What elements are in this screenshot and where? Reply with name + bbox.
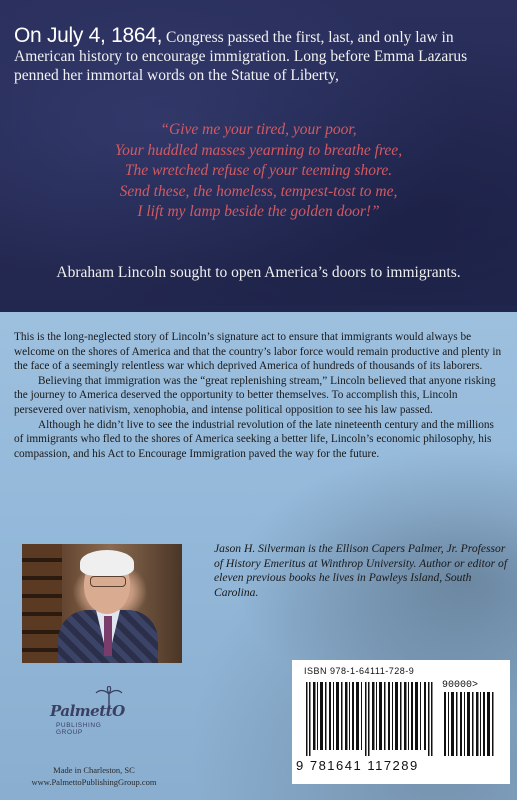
description-paragraph: This is the long-neglected story of Lincoln’s signature act to ensure that immigrants would always be welcome on the shores of America and that the country’s labor force would remain productive and plenty in the face of a seemingly relentless war which deprived America of hundreds of thousands of its laborers. (14, 331, 502, 373)
logo-word: PalmettO (50, 702, 125, 720)
intro-date: On July 4, 1864, (14, 24, 163, 47)
upper-panel (0, 0, 517, 312)
poem-line: The wretched refuse of your teeming shore. (124, 162, 393, 179)
poem-line: “Give me your tired, your poor, (160, 121, 357, 138)
description-paragraph: Although he didn’t live to see the industrial revolution of the late nineteenth century and the millions of immigrants who fled to the shores of America seeking a better life, Lincoln’s economic philosophy, his compassion, and his Act to Encourage Immigration paved the way for the future. (14, 418, 494, 460)
lower-panel (0, 312, 517, 800)
publisher-website: www.PalmettoPublishingGroup.com (31, 777, 157, 787)
poem-line: Send these, the homeless, tempest-tost to me, (119, 182, 398, 200)
author-bio: Jason H. Silverman is the Ellison Capers Palmer, Jr. Professor of History Emeritus at Winthrop University. Author or editor of eleven previous books he lives in Pawleys Island, South Carolina. (214, 542, 508, 599)
intro-text: Congress passed the first, last, and only law in American history to encourage immigration. Long before Emma Lazarus penned her immortal words on the Statue of Liberty, (14, 29, 468, 84)
lincoln-line: Abraham Lincoln sought to open America’s doors to immigrants. (56, 264, 461, 281)
description-paragraph: Believing that immigration was the “great replenishing stream,” Lincoln believed that anyone risking the journey to America deserved the opportunity to better themselves. To accomplish this, Lincoln persevered over nativism, xenophobia, and intense political opposition to see his law passed. (14, 374, 496, 416)
description-text (14, 330, 504, 461)
price-barcode-icon (442, 692, 498, 756)
isbn-label: ISBN 978-1-64111-728-9 (304, 666, 415, 676)
logo-subtitle: PUBLISHING GROUP (56, 722, 102, 736)
made-in-text: Made in Charleston, SC (53, 765, 135, 775)
poem-quote (0, 120, 517, 223)
poem-line: Your huddled masses yearning to breathe free, (114, 141, 403, 159)
isbn-barcode-icon (304, 682, 436, 756)
poem-line: I lift my lamp beside the golden door!” (137, 203, 380, 220)
price-code: 90000> (442, 680, 479, 691)
intro-paragraph (14, 26, 506, 85)
publisher-info (24, 764, 164, 788)
publisher-logo (50, 698, 130, 738)
barcode-panel (292, 660, 510, 784)
isbn-digits: 9 781641 117289 (296, 758, 419, 773)
author-photo (22, 544, 182, 663)
